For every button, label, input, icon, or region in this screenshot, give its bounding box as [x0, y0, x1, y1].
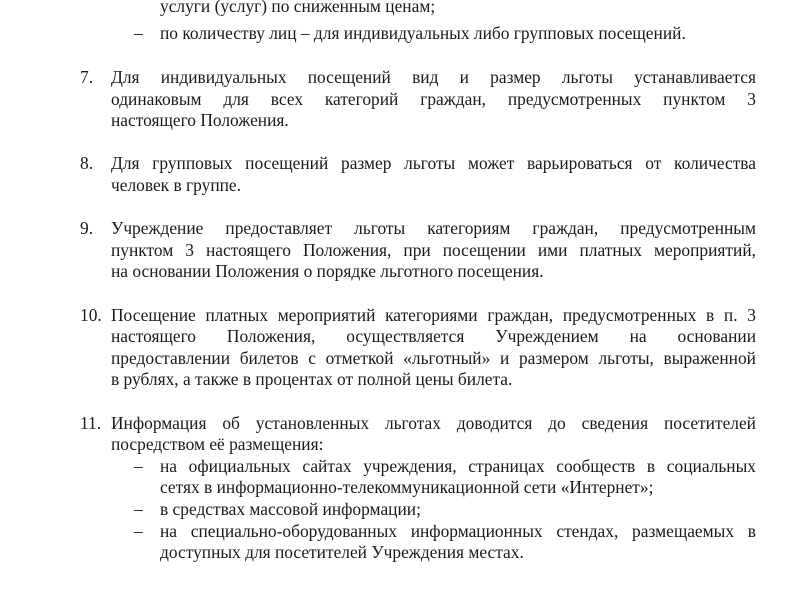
item-number: 8. [80, 153, 94, 173]
item-text-line: Информация об установленных льготах доводится до сведения посетителей [111, 413, 756, 433]
item-text-line: пунктом 3 настоящего Положения, при посещении ими платных мероприятий, [111, 240, 756, 260]
list-item-text: услуги (услуг) по сниженным ценам; [160, 0, 436, 16]
list-item-text: по количеству лиц – для индивидуальных либо групповых посещений. [160, 23, 686, 43]
item-number: 11. [80, 413, 102, 433]
item-text-line: предоставлении билетов с отметкой «льготный» и размером льготы, выраженной [111, 348, 756, 368]
list-dash: – [134, 456, 143, 476]
item-text-line: на основании Положения о порядке льготного посещения. [111, 261, 544, 281]
list-dash: – [134, 23, 143, 43]
item-text-line: в рублях, а также в процентах от полной цены билета. [111, 369, 513, 389]
list-item-text: доступных для посетителей Учреждения местах. [160, 542, 524, 562]
item-text-line: посредством её размещения: [111, 434, 324, 454]
item-text-line: настоящего Положения. [111, 110, 289, 130]
list-item-text: в средствах массовой информации; [160, 499, 421, 519]
item-text-line: Учреждение предоставляет льготы категориям граждан, предусмотренным [111, 218, 756, 238]
list-item-text: на официальных сайтах учреждения, страницах сообществ в социальных [160, 456, 756, 476]
item-text-line: Посещение платных мероприятий категориями граждан, предусмотренных в п. 3 [111, 305, 756, 325]
item-text-line: Для индивидуальных посещений вид и размер льготы устанавливается [111, 67, 756, 87]
list-dash: – [134, 521, 143, 541]
item-text-line: человек в группе. [111, 175, 241, 195]
item-text-line: Для групповых посещений размер льготы может варьироваться от количества [111, 153, 756, 173]
item-text-line: одинаковым для всех категорий граждан, предусмотренных пунктом 3 [111, 89, 756, 109]
item-number: 10. [80, 305, 102, 325]
item-text-line: настоящего Положения, осуществляется Учреждением на основании [111, 326, 756, 346]
item-number: 7. [80, 67, 94, 87]
list-dash: – [134, 499, 143, 519]
list-item-text: сетях в информационно-телекоммуникационной сети «Интернет»; [160, 477, 654, 497]
list-item-text: на специально-оборудованных информационных стендах, размещаемых в [160, 521, 756, 541]
item-number: 9. [80, 218, 94, 238]
